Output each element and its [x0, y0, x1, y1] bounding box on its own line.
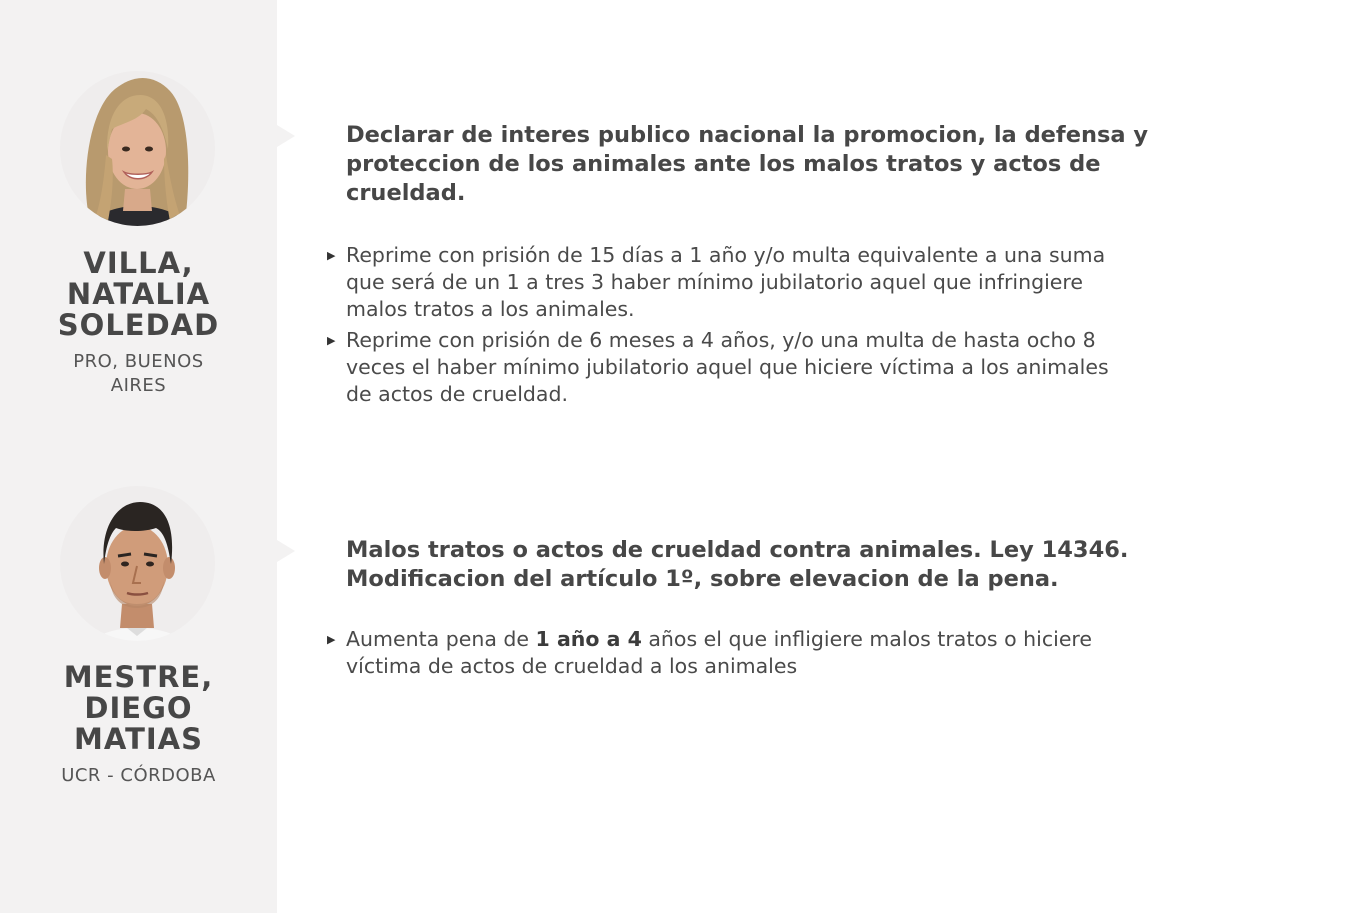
project-title — [346, 536, 1196, 594]
person-name-line: NATALIA — [66, 277, 211, 311]
project-title-line: Declarar de interes publico nacional la promocion, la defensa y — [346, 122, 1149, 148]
bullet-text-line — [346, 626, 1196, 653]
bullet-text-segment: Aumenta pena de — [346, 627, 536, 651]
person-party-line: AIRES — [110, 375, 167, 396]
avatar-villa — [60, 71, 215, 226]
project-bullet-item — [327, 242, 1196, 323]
project-mestre — [327, 536, 1196, 680]
project-title-line: proteccion de los animales ante los malos tratos y actos de — [346, 151, 1101, 177]
project-bullet-list — [327, 242, 1196, 408]
person-party-line: PRO, BUENOS — [73, 351, 204, 372]
bullet-text-line: víctima de actos de crueldad a los animales — [346, 654, 798, 678]
person-name-line: DIEGO — [84, 691, 193, 725]
project-bullet-list — [327, 626, 1196, 680]
project-bullet-item — [327, 327, 1196, 408]
person-name-villa — [0, 248, 277, 341]
bullet-text-line: veces el haber mínimo jubilatorio aquel que hiciere víctima a los animales — [346, 355, 1109, 379]
person-party-line: UCR - CÓRDOBA — [61, 765, 216, 786]
pointer-arrow-villa — [277, 125, 295, 147]
pointer-arrow-mestre — [277, 540, 295, 562]
project-title-line: Modificacion del artículo 1º, sobre elevacion de la pena. — [346, 566, 1059, 592]
person-name-mestre — [0, 662, 277, 755]
bullet-text-line: Reprime con prisión de 15 días a 1 año y/o multa equivalente a una suma — [346, 243, 1106, 267]
project-title — [346, 121, 1196, 208]
bullet-text-line: que será de un 1 a tres 3 haber mínimo jubilatorio aquel que infringiere — [346, 270, 1083, 294]
avatar-villa-portrait — [60, 71, 215, 226]
person-name-line: VILLA, — [83, 246, 194, 280]
person-name-line: MATIAS — [74, 722, 203, 756]
person-name-line: MESTRE, — [63, 660, 214, 694]
bullet-triangle-icon: ▶ — [327, 633, 336, 646]
avatar-mestre — [60, 486, 215, 641]
project-bullet-item — [327, 626, 1196, 680]
avatar-mestre-portrait — [60, 486, 215, 641]
project-villa — [327, 121, 1196, 408]
bullet-triangle-icon: ▶ — [327, 334, 336, 347]
person-party-mestre — [0, 764, 277, 788]
person-party-villa — [0, 350, 277, 398]
person-name-line: SOLEDAD — [57, 308, 220, 342]
bullet-text-line: de actos de crueldad. — [346, 382, 568, 406]
project-title-line: crueldad. — [346, 180, 466, 206]
project-title-line: Malos tratos o actos de crueldad contra animales. Ley 14346. — [346, 537, 1129, 563]
bullet-triangle-icon: ▶ — [327, 249, 336, 262]
bullet-text-bold: 1 año a 4 — [535, 627, 642, 651]
bullet-text-segment: años el que infligiere malos tratos o hiciere — [641, 627, 1093, 651]
bullet-text-line: malos tratos a los animales. — [346, 297, 635, 321]
bullet-text-line: Reprime con prisión de 6 meses a 4 años, y/o una multa de hasta ocho 8 — [346, 328, 1096, 352]
